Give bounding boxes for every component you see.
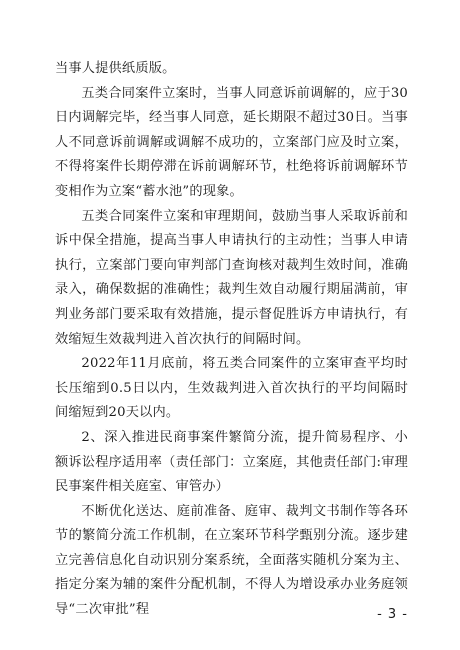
paragraph-5: 2、深入推进民商事案件繁简分流，提升简易程序、小额诉讼程序适用率（责任部门：立案庭，其他责任部门:审理民事案件相关庭室、审管办） xyxy=(55,429,408,495)
paragraph-3: 五类合同案件立案和审理期间，鼓励当事人采取诉前和诉中保全措施，提高当事人申请执行的主动性；当事人申请执行，立案部门要向审判部门查询核对裁判生效时间，准确录入，确保数据的准确性；裁判生效自动履行期届满前，审判业务部门要采取有效措施，提示督促胜诉方申请执行，有效缩短生效裁判进入首次执行的间隔时间。 xyxy=(55,208,408,347)
paragraph-4: 2022年11月底前，将五类合同案件的立案审查平均时长压缩到0.5日以内，生效裁判进入首次执行的平均间隔时间缩短到20天以内。 xyxy=(55,356,408,421)
page-number: - 3 - xyxy=(377,607,408,622)
paragraph-6: 不断优化送达、庭前准备、庭审、裁判文书制作等各环节的繁简分流工作机制，在立案环节科学甄别分流。逐步建立完善信息化自动识别分案系统，全面落实随机分案为主、指定分案为辅的案件分配机制，不得人为增设承办业务庭领导“二次审批”程 xyxy=(55,503,408,618)
paragraph-1: 当事人提供纸质版。 xyxy=(55,61,176,76)
paragraph-2: 五类合同案件立案时，当事人同意诉前调解的，应于30日内调解完毕，经当事人同意，延长期限不超过30日。当事人不同意诉前调解或调解不成功的，立案部门应及时立案，不得将案件长期停滞在诉前调解环节，杜绝将诉前调解环节变相作为立案“蓄水池”的现象。 xyxy=(55,85,408,199)
